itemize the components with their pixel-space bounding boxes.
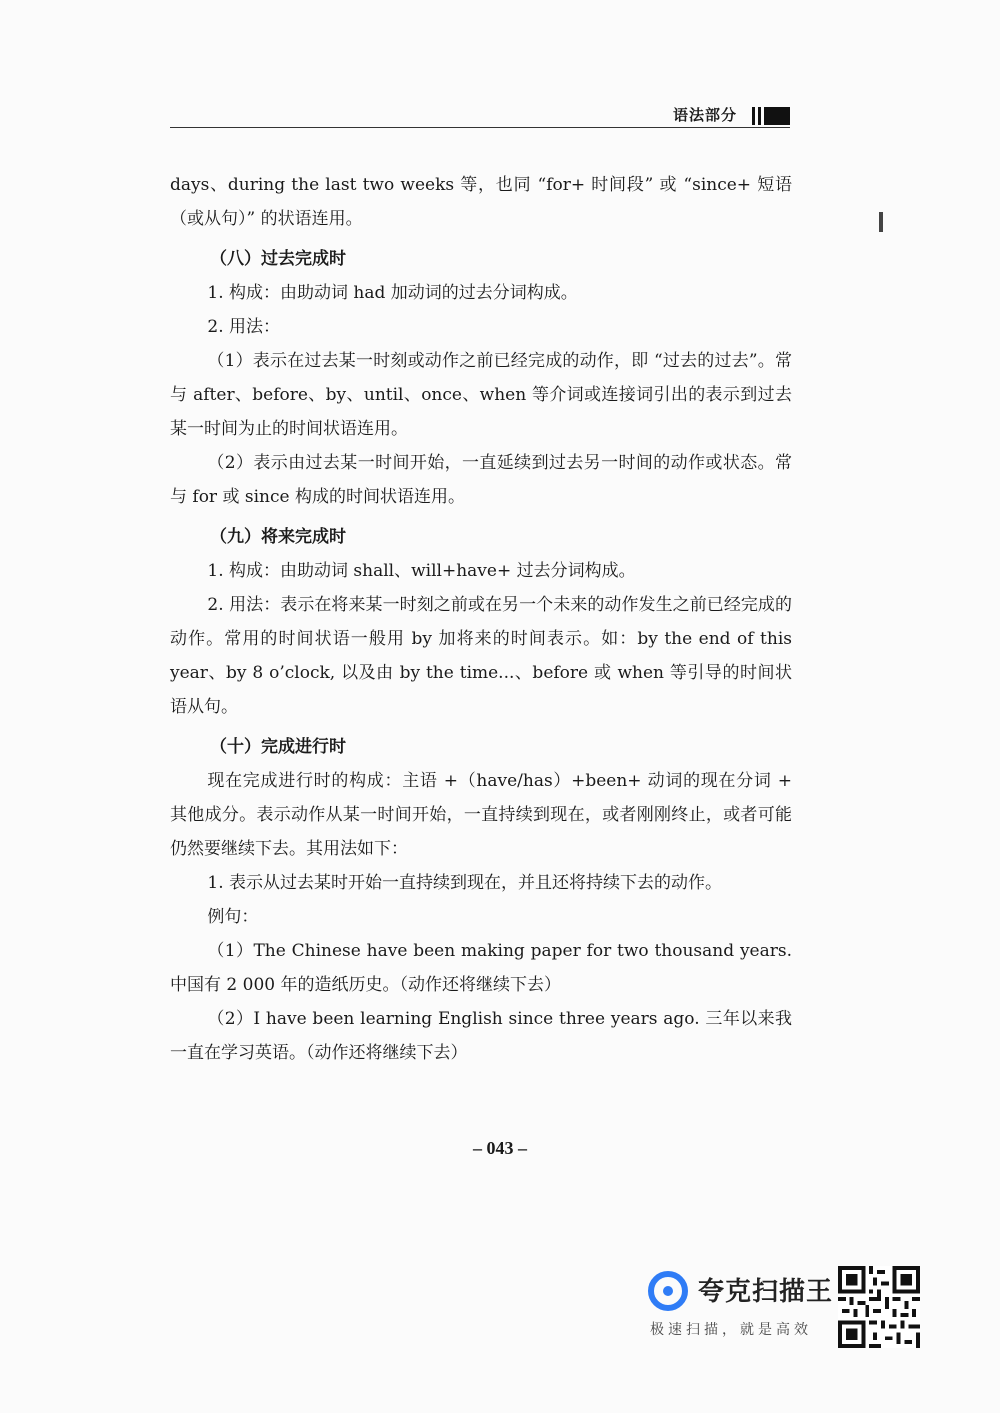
header-bars-icon xyxy=(752,107,790,125)
header-title: 语法部分 xyxy=(673,106,738,124)
paragraph: 例句： xyxy=(207,907,259,927)
header-rule xyxy=(170,127,790,128)
page-number: – 043 – xyxy=(473,1138,527,1158)
section-heading-past-perfect: （八）过去完成时 xyxy=(210,249,346,269)
section-heading-future-perfect: （九）将来完成时 xyxy=(210,527,346,547)
section-heading-perfect-continuous: （十）完成进行时 xyxy=(210,737,346,757)
paragraph: 2. 用法： xyxy=(207,317,281,337)
paragraph: 1. 构成：由助动词 had 加动词的过去分词构成。 xyxy=(207,283,578,303)
qr-code-icon xyxy=(838,1266,920,1348)
page-content xyxy=(170,168,792,1070)
paragraph: 现在完成进行时的构成：主语 +（have/has）+been+ 动词的现在分词 + 其他成分。表示动作从某一时间开始，一直持续到现在，或者刚刚终止，或者可能仍然要继续下去。其用法如下： xyxy=(170,771,792,859)
paragraph: （1）表示在过去某一时刻或动作之前已经完成的动作，即 “过去的过去”。常与 after、before、by、until、once、when 等介词或连接词引出的表示到过去某一时间为止的时间状语连用。 xyxy=(170,351,792,439)
paragraph-continuation: days、during the last two weeks 等，也同 “for+ 时间段” 或 “since+ 短语（或从句）” 的状语连用。 xyxy=(170,175,792,229)
paragraph: （2）表示由过去某一时间开始，一直延续到过去另一时间的动作或状态。常与 for 或 since 构成的时间状语连用。 xyxy=(170,453,792,507)
example-sentence: （2）I have been learning English since three years ago. 三年以来我一直在学习英语。（动作还将继续下去） xyxy=(170,1009,792,1063)
paragraph: 1. 表示从过去某时开始一直持续到现在，并且还将持续下去的动作。 xyxy=(207,873,723,893)
quark-logo-icon xyxy=(648,1271,688,1311)
margin-mark xyxy=(879,212,883,232)
paragraph: 1. 构成：由助动词 shall、will+have+ 过去分词构成。 xyxy=(207,561,636,581)
example-sentence: （1）The Chinese have been making paper for two thousand years. 中国有 2 000 年的造纸历史。（动作还将继续下去） xyxy=(170,941,792,995)
watermark-title: 夸克扫描王 xyxy=(698,1277,834,1307)
watermark-slogan: 极速扫描，就是高效 xyxy=(650,1322,812,1338)
paragraph: 2. 用法：表示在将来某一时刻之前或在另一个未来的动作发生之前已经完成的动作。常用的时间状语一般用 by 加将来的时间表示。如：by the end of this year、by 8 o’clock, 以及由 by the time...、before 或 when 等引导的时间状语从句。 xyxy=(170,595,792,717)
